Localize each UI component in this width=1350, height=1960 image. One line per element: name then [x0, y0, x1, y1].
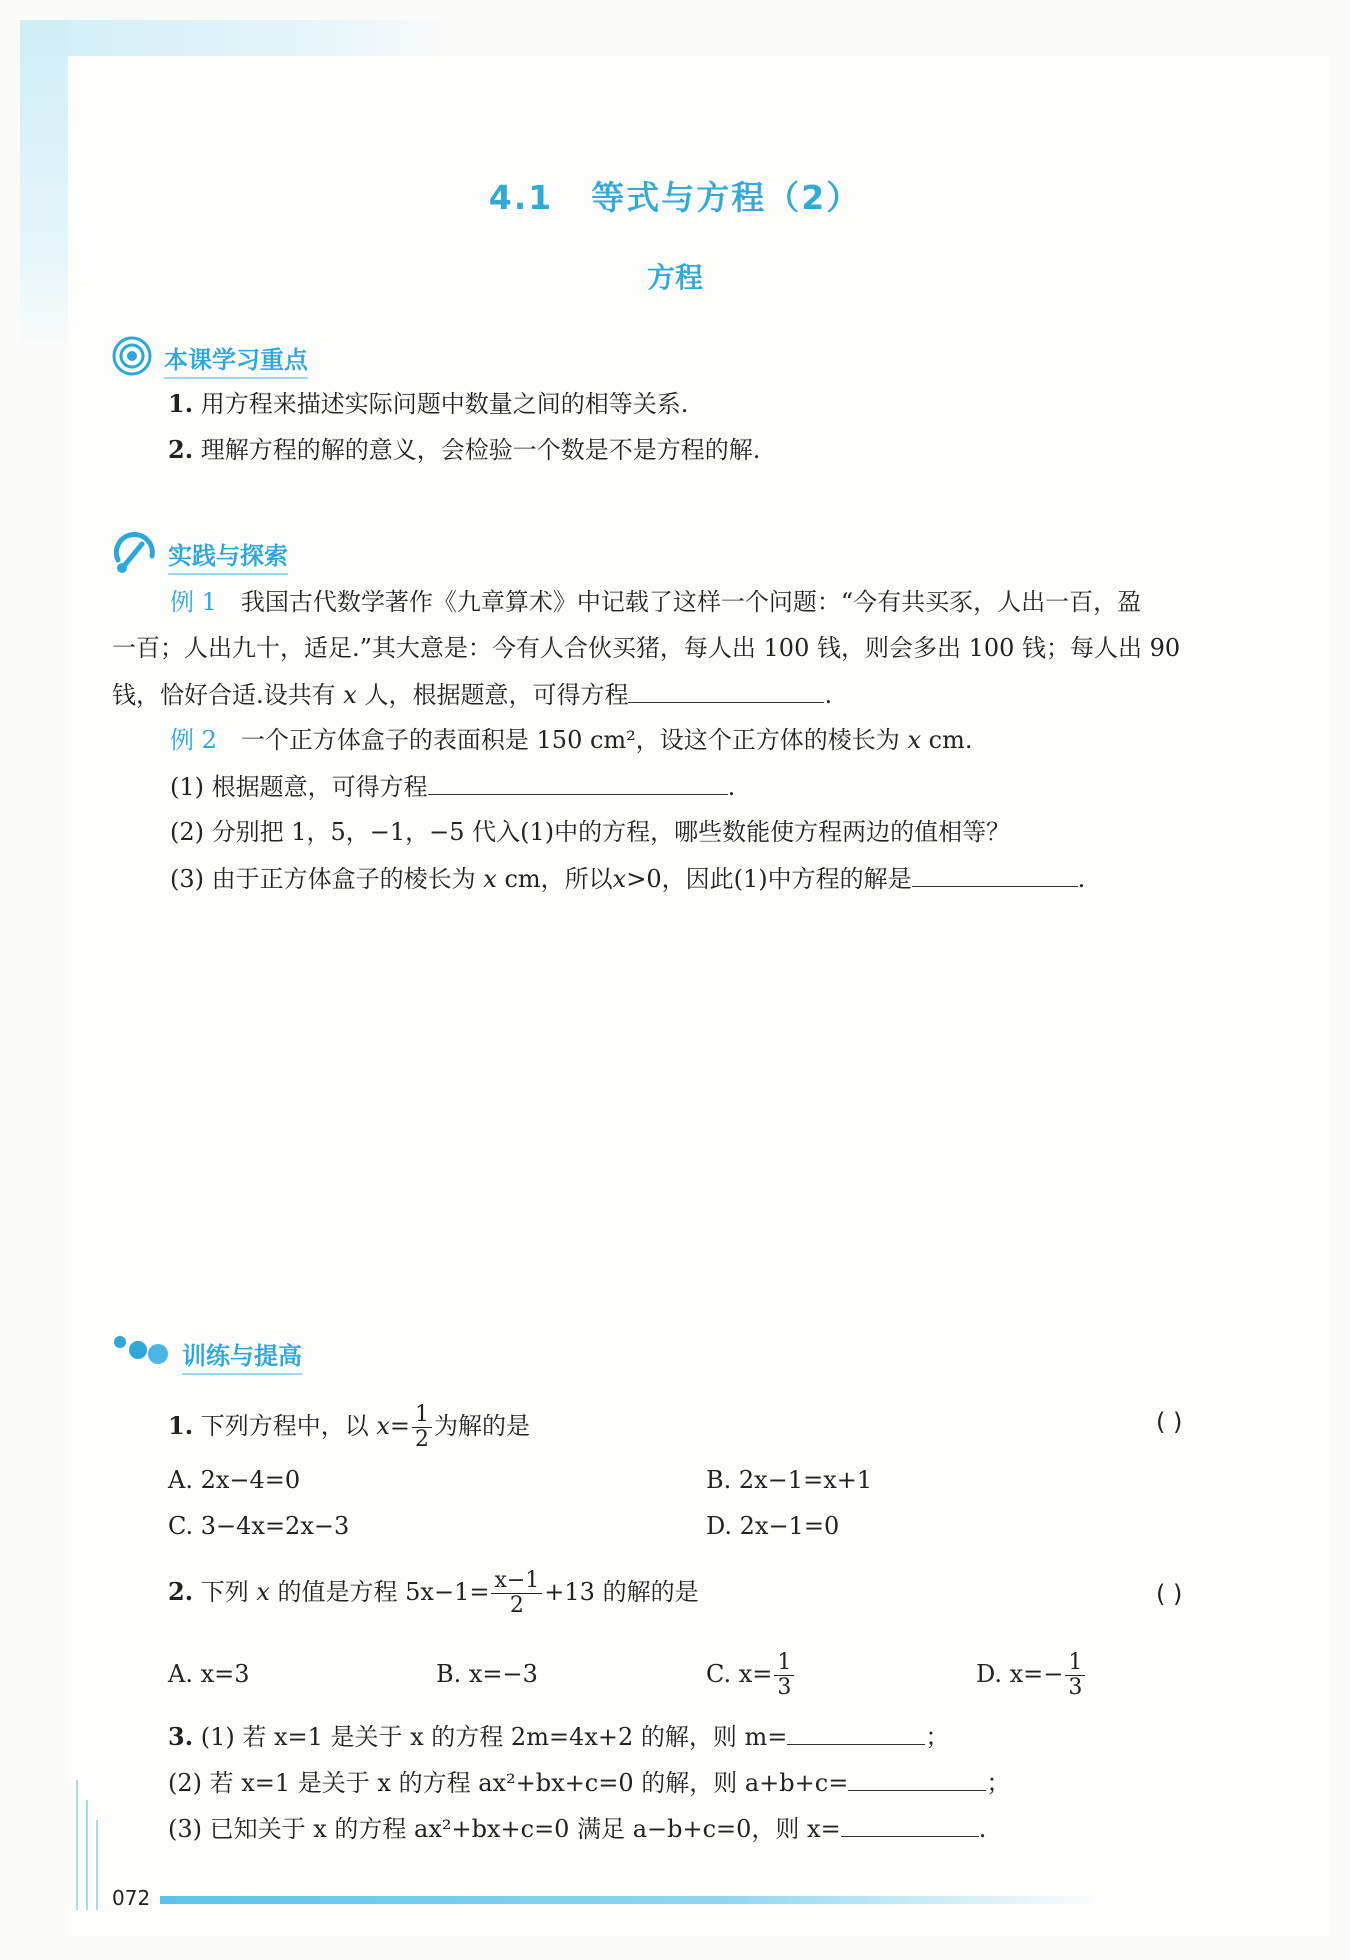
- example1-line2: 一百；人出九十，适足.”其大意是：今有人合伙买猪，每人出 100 钱，则会多出 100 钱；每人出 90: [112, 634, 1181, 662]
- dots-icon: [112, 1328, 172, 1378]
- training-q3-part2: (2) 若 x=1 是关于 x 的方程 ax²+bx+c=0 的解，则 a+b+c= ；: [168, 1766, 1010, 1799]
- example2-q3: (3) 由于正方体盒子的棱长为 x cm，所以x>0，因此(1)中方程的解是 .: [170, 862, 1085, 895]
- target-icon: [112, 336, 152, 382]
- answer-blank[interactable]: [848, 1766, 986, 1791]
- q2-option-c: C. x= $\frac{1}{3}$: [706, 1644, 796, 1704]
- fraction: $\frac{x-1}{2}$: [491, 1569, 542, 1618]
- example2-label: 例 2: [170, 726, 217, 754]
- section-number: 4.1: [488, 178, 554, 217]
- compass-icon: [112, 530, 156, 580]
- example1-line3: 钱，恰好合适.设共有 x 人，根据题意，可得方程 .: [112, 678, 832, 711]
- answer-parentheses[interactable]: ( ): [1156, 1580, 1183, 1608]
- training-q2: 2. 下列 x 的值是方程 5x−1= $\frac{x-1}{2}$ +13 的解的是: [168, 1568, 699, 1618]
- title-text: 等式与方程（2）: [591, 178, 862, 217]
- fraction: $\frac{1}{3}$: [774, 1651, 794, 1700]
- page-title: [0, 172, 1350, 219]
- corner-decoration-top: [20, 20, 450, 56]
- focus-item-2: 2. 理解方程的解的意义，会检验一个数是不是方程的解.: [168, 435, 761, 464]
- q1-option-a: A. 2x−4=0: [168, 1466, 301, 1494]
- q2-option-a: A. x=3: [168, 1660, 250, 1688]
- focus-heading: 本课学习重点: [112, 336, 412, 376]
- focus-item-1: 1. 用方程来描述实际问题中数量之间的相等关系.: [168, 389, 689, 418]
- example2-q1: (1) 根据题意，可得方程 .: [170, 770, 735, 803]
- practice-heading: 实践与探索: [112, 530, 412, 574]
- answer-blank[interactable]: [787, 1720, 925, 1745]
- answer-blank[interactable]: [841, 1812, 979, 1837]
- training-q3-part1: 3. (1) 若 x=1 是关于 x 的方程 2m=4x+2 的解，则 m= ；: [168, 1722, 950, 1751]
- example1-line1: 例 1 我国古代数学著作《九章算术》中记载了这样一个问题：“今有共买豕，人出一百，盈: [170, 588, 1142, 616]
- answer-blank[interactable]: [628, 678, 824, 703]
- training-heading: 训练与提高: [112, 1328, 432, 1372]
- example2-line1: 例 2 一个正方体盒子的表面积是 150 cm²，设这个正方体的棱长为 x cm.: [170, 726, 973, 754]
- example1-label: 例 1: [170, 588, 217, 616]
- q1-option-c: C. 3−4x=2x−3: [168, 1512, 350, 1540]
- q1-option-b: B. 2x−1=x+1: [706, 1466, 873, 1494]
- answer-blank[interactable]: [912, 862, 1078, 887]
- training-q3-part3: (3) 已知关于 x 的方程 ax²+bx+c=0 满足 a−b+c=0，则 x= .: [168, 1812, 986, 1845]
- answer-parentheses[interactable]: ( ): [1156, 1408, 1183, 1436]
- page-number: 072: [112, 1886, 151, 1910]
- fraction: $\frac{1}{2}$: [412, 1403, 432, 1452]
- fraction: $\frac{1}{3}$: [1065, 1651, 1085, 1700]
- page-subtitle: 方程: [646, 261, 703, 294]
- q2-option-d: D. x=− $\frac{1}{3}$: [976, 1644, 1087, 1704]
- training-q1: 1. 下列方程中，以 x= $\frac{1}{2}$ 为解的是: [168, 1402, 530, 1452]
- q1-option-d: D. 2x−1=0: [706, 1512, 840, 1540]
- q2-option-b: B. x=−3: [436, 1660, 538, 1688]
- example2-q2: (2) 分别把 1，5，−1，−5 代入(1)中的方程，哪些数能使方程两边的值相等？: [170, 818, 1011, 846]
- answer-blank[interactable]: [428, 770, 728, 795]
- footer-bar: [160, 1896, 1100, 1904]
